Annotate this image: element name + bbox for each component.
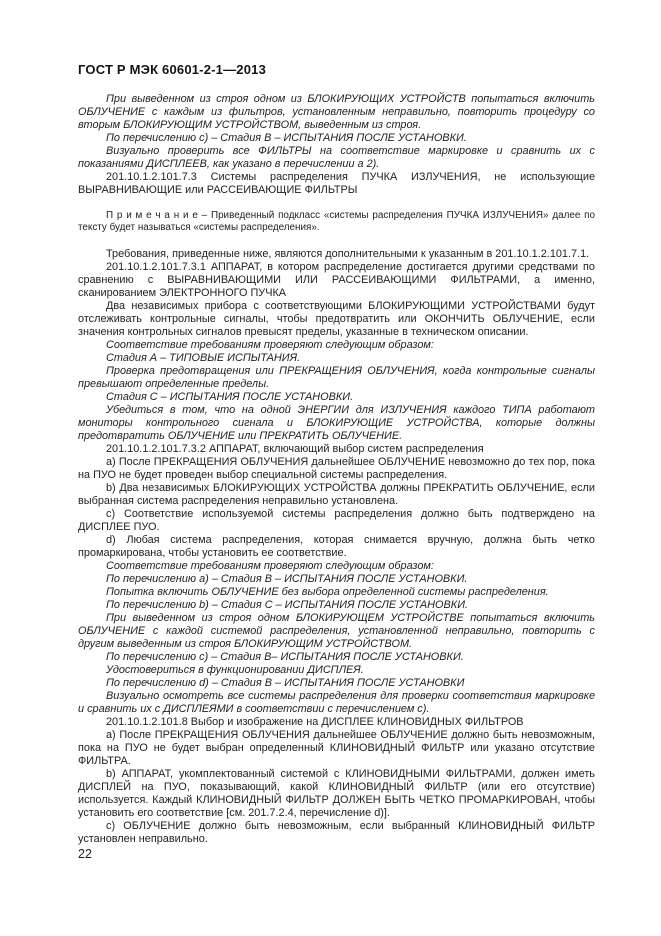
test-stage-line: По перечислению с) – Стадия В– ИСПЫТАНИЯ ПОСЛЕ УСТАНОВКИ. bbox=[106, 650, 464, 663]
requirement-paragraph: Два независимых прибора с соответствующими БЛОКИРУЮЩИМИ УСТРОЙСТВАМИ будут отслеживать контрольные сигналы, чтобы предотвратить или ОКОНЧИТЬ ОБЛУЧЕНИЕ, если значения контрольных сигналов превысят пределы, указанные в техническом описании. bbox=[78, 299, 595, 338]
list-item-b: b) АППАРАТ, укомплектованный системой с КЛИНОВИДНЫМИ ФИЛЬТРАМИ, должен иметь ДИСПЛЕЙ на ПУО, показывающий, какой КЛИНОВИДНЫЙ ФИЛЬТР (или его отсутствие) используется. Каждый КЛИНОВИДНЫЙ ФИЛЬТР ДОЛЖЕН БЫТЬ ЧЕТКО ПРОМАРКИРОВАН, чтобы установить его соответствие [см. 201.7.2.4, перечисление d)]. bbox=[78, 767, 595, 819]
list-item-c: c) ОБЛУЧЕНИЕ должно быть невозможным, если выбранный КЛИНОВИДНЫЙ ФИЛЬТР установлен неправильно. bbox=[78, 819, 595, 845]
test-procedure-paragraph: Убедиться в том, что на одной ЭНЕРГИИ для ИЗЛУЧЕНИЯ каждого ТИПА работают мониторы контрольного сигнала и БЛОКИРУЮЩИЕ УСТРОЙСТВА, которые должны предотвратить ОБЛУЧЕНИЕ или ПРЕКРАТИТЬ ОБЛУЧЕНИЕ. bbox=[78, 403, 595, 442]
compliance-check-line: Соответствие требованиям проверяют следующим образом: bbox=[106, 559, 434, 572]
clause-heading: 201.10.1.2.101.7.3 Системы распределения ПУЧКА ИЗЛУЧЕНИЯ, не использующие ВЫРАВНИВАЮЩИЕ или РАССЕИВАЮЩИЕ ФИЛЬТРЫ bbox=[78, 171, 595, 196]
clause-heading: 201.10.1.2.101.7.3.1 АППАРАТ, в котором распределение достигается другими средствами по сравнению с ВЫРАВНИВАЮЩИМИ ИЛИ РАССЕИВАЮЩИМИ ФИЛЬТРАМИ, а именно, сканированием ЭЛЕКТРОННОГО ПУЧКА bbox=[78, 260, 595, 299]
test-procedure-paragraph: Попытка включить ОБЛУЧЕНИЕ без выбора определенной системы распределения. bbox=[106, 585, 549, 598]
list-item-a: a) После ПРЕКРАЩЕНИЯ ОБЛУЧЕНИЯ дальнейшее ОБЛУЧЕНИЕ должно быть невозможным, пока на ПУО не будет выбран определенный КЛИНОВИДНЫЙ ФИЛЬТР или указано отсутствие ФИЛЬТРА. bbox=[78, 728, 595, 767]
test-procedure-paragraph: Визуально осмотреть все системы распределения для проверки соответствия маркировке и сравнить их с ДИСПЛЕЯМИ в соответствии с перечислением с). bbox=[78, 689, 595, 715]
test-procedure-paragraph: Проверка предотвращения или ПРЕКРАЩЕНИЯ ОБЛУЧЕНИЯ, когда контрольные сигналы превышают определенные пределы. bbox=[78, 364, 595, 390]
compliance-check-line: Соответствие требованиям проверяют следующим образом: bbox=[106, 338, 434, 351]
page-number: 22 bbox=[78, 847, 92, 861]
test-stage-line: Стадия С – ИСПЫТАНИЯ ПОСЛЕ УСТАНОВКИ. bbox=[106, 390, 354, 403]
test-stage-line: По перечислению d) – Стадия В – ИСПЫТАНИЯ ПОСЛЕ УСТАНОВКИ bbox=[106, 676, 465, 689]
list-item-d: d) Любая система распределения, которая снимается вручную, должна быть четко промаркирована, чтобы установить ее соответствие. bbox=[78, 533, 595, 559]
test-procedure-paragraph: Визуально проверить все ФИЛЬТРЫ на соответствие маркировке и сравнить их с показаниями ДИСПЛЕЕВ, как указано в перечислении а 2). bbox=[78, 145, 595, 170]
requirement-paragraph: Требования, приведенные ниже, являются дополнительными к указанным в 201.10.1.2.101.7.1. bbox=[106, 247, 590, 260]
test-stage-line: По перечислению с) – Стадия В – ИСПЫТАНИЯ ПОСЛЕ УСТАНОВКИ. bbox=[106, 132, 467, 144]
page-content bbox=[78, 62, 595, 846]
list-item-c: c) Соответствие используемой системы распределения должно быть подтверждено на ДИСПЛЕЕ ПУО. bbox=[78, 507, 595, 533]
test-stage-line: По перечислению b) – Стадия С – ИСПЫТАНИЯ ПОСЛЕ УСТАНОВКИ. bbox=[106, 598, 469, 611]
document-header: ГОСТ Р МЭК 60601-2-1—2013 bbox=[78, 62, 267, 77]
note-paragraph: П р и м е ч а н и е – Приведенный подкласс «системы распределения ПУЧКА ИЗЛУЧЕНИЯ» далее по тексту будет называться «системы распределения». bbox=[78, 210, 595, 234]
clause-heading: 201.10.1.2.101.8 Выбор и изображение на ДИСПЛЕЕ КЛИНОВИДНЫХ ФИЛЬТРОВ bbox=[106, 715, 524, 728]
clause-heading: 201.10.1.2.101.7.3.2 АППАРАТ, включающий выбор систем распределения bbox=[106, 442, 484, 455]
test-procedure-paragraph: При выведенном из строя одном из БЛОКИРУЮЩИХ УСТРОЙСТВ попытаться включить ОБЛУЧЕНИЕ с каждым из фильтров, установленным неправильно, повторить процедуру со вторым БЛОКИРУЮЩИМ УСТРОЙСТВОМ, выведенным из строя. bbox=[78, 93, 595, 131]
test-procedure-paragraph: При выведенном из строя одном БЛОКИРУЮЩЕМ УСТРОЙСТВЕ попытаться включить ОБЛУЧЕНИЕ с каждой системой распределения, установленной неправильно, повторить с другим выведенным из строя БЛОКИРУЮЩИМ УСТРОЙСТВОМ. bbox=[78, 611, 595, 650]
list-item-a: a) После ПРЕКРАЩЕНИЯ ОБЛУЧЕНИЯ дальнейшее ОБЛУЧЕНИЕ невозможно до тех пор, пока на ПУО не будет проведен выбор специальной системы распределения. bbox=[78, 455, 595, 481]
list-item-b: b) Два независимых БЛОКИРУЮЩИХ УСТРОЙСТВА должны ПРЕКРАТИТЬ ОБЛУЧЕНИЕ, если выбранная система распределения неправильно установлена. bbox=[78, 481, 595, 507]
test-stage-line: По перечислению a) – Стадия В – ИСПЫТАНИЯ ПОСЛЕ УСТАНОВКИ. bbox=[106, 572, 468, 585]
test-stage-line: Стадия А – ТИПОВЫЕ ИСПЫТАНИЯ. bbox=[106, 351, 301, 364]
test-procedure-paragraph: Удостовериться в функционировании ДИСПЛЕЯ. bbox=[106, 663, 364, 676]
